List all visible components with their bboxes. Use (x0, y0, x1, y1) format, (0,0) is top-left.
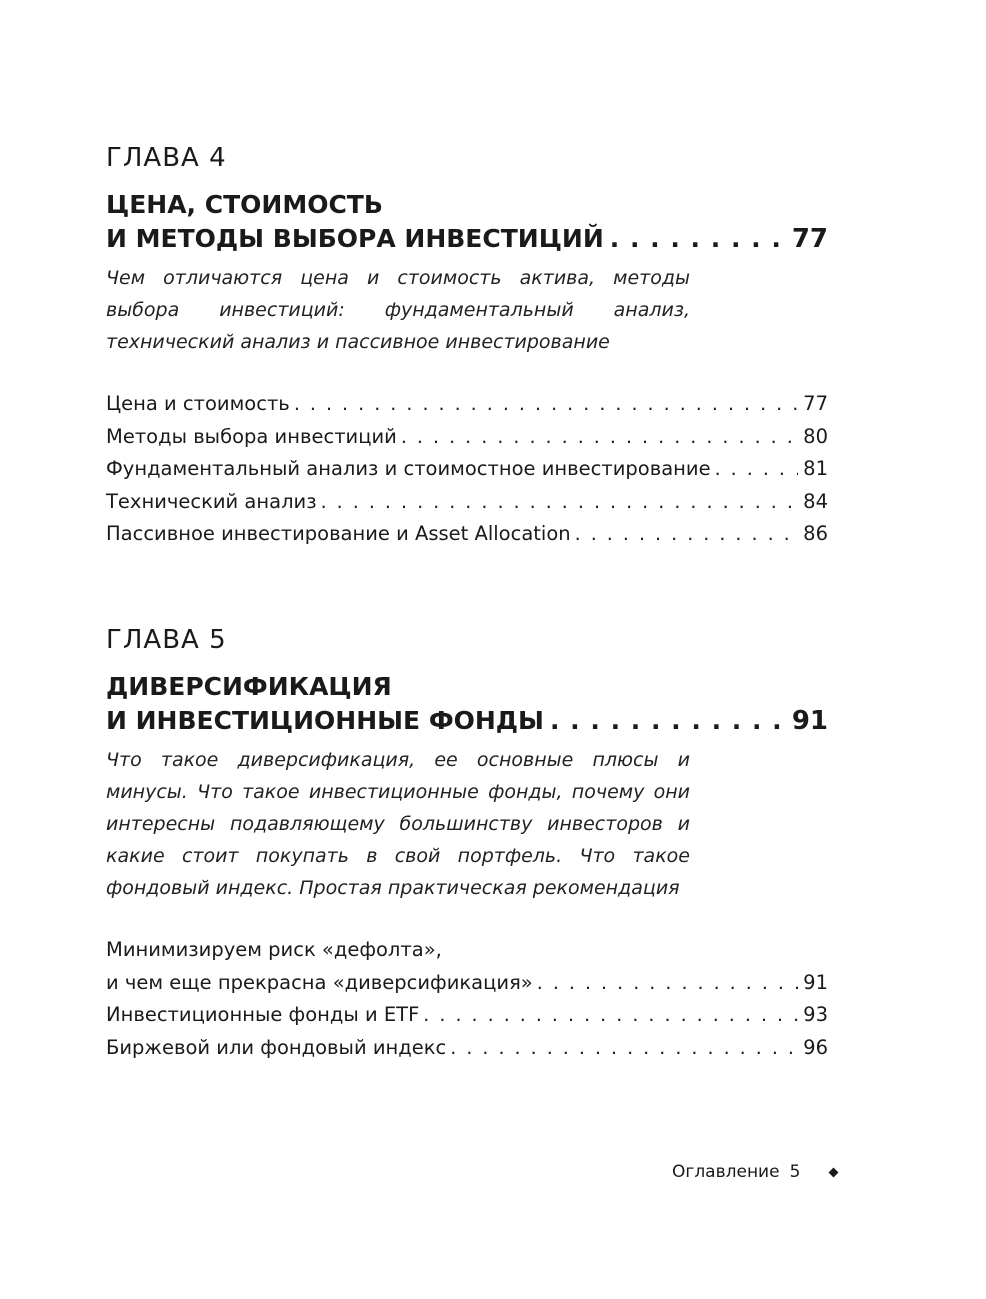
chapter-title-line: ДИВЕРСИФИКАЦИЯ (106, 672, 392, 701)
toc-list (106, 388, 828, 551)
toc-entry[interactable] (106, 486, 828, 519)
toc-entry[interactable] (106, 518, 828, 551)
toc-entry-page: 81 (803, 457, 828, 480)
chapter-summary: Чем отличаются цена и стоимость актива, методы выбора инвестиций: фундаментальный анализ, технический анализ и пассивное инвестирование (106, 267, 690, 353)
dot-leader (715, 453, 798, 486)
chapter-4 (106, 140, 828, 551)
toc-entry-title: Фундаментальный анализ и стоимостное инвестирование (106, 457, 711, 480)
running-title: Оглавление (672, 1162, 780, 1182)
toc-entry-title: Методы выбора инвестиций (106, 424, 397, 448)
toc-entry[interactable] (106, 421, 828, 454)
diamond-icon (829, 1167, 839, 1177)
toc-entry-title: Цена и стоимость (106, 392, 290, 415)
toc-entry-page: 84 (803, 489, 828, 513)
toc-entry-title: Пассивное инвестирование и Asset Allocation (106, 522, 571, 545)
toc-entry-page: 80 (803, 424, 828, 448)
toc-entry-title: Инвестиционные фонды и ETF (106, 1003, 420, 1026)
toc-entry-title: Биржевой или фондовый индекс (106, 1035, 447, 1059)
toc-entry[interactable] (106, 967, 828, 1000)
chapter-title[interactable] (106, 188, 828, 256)
toc-entry-page: 86 (803, 522, 828, 545)
chapter-title[interactable] (106, 670, 828, 738)
page-number: 5 (789, 1162, 801, 1182)
chapter-label: ГЛАВА 5 (106, 625, 227, 655)
chapter-title-line: И ИНВЕСТИЦИОННЫЕ ФОНДЫ (106, 706, 544, 735)
dot-leader (610, 222, 786, 256)
toc-entry-title: и чем еще прекрасна «диверсификация» (106, 970, 533, 994)
toc-entry-page: 91 (803, 970, 828, 994)
dot-leader (423, 999, 798, 1032)
chapter-title-line: И МЕТОДЫ ВЫБОРА ИНВЕСТИЦИЙ (106, 224, 604, 253)
chapter-5 (106, 622, 828, 1064)
toc-list (106, 934, 828, 1064)
toc-entry-page: 77 (803, 392, 828, 415)
toc-entry-title: Технический анализ (106, 489, 317, 513)
chapter-summary: Что такое диверсификация, ее основные плюсы и минусы. Что такое инвестиционные фонды, почему они интересны подавляющему большинству инвесторов и какие стоит покупать в свой портфель. Что такое фондовый индекс. Простая практическая рекомендация (106, 749, 690, 899)
dot-leader (321, 486, 798, 519)
chapter-page-number: 77 (791, 224, 828, 254)
dot-leader (537, 967, 798, 1000)
toc-entry[interactable] (106, 999, 828, 1032)
toc-entry[interactable] (106, 1032, 828, 1065)
dot-leader (550, 704, 786, 738)
chapter-label: ГЛАВА 4 (106, 143, 227, 173)
chapter-page-number: 91 (791, 706, 828, 736)
toc-entry[interactable] (106, 388, 828, 421)
toc-entry[interactable] (106, 453, 828, 486)
chapter-title-line: ЦЕНА, СТОИМОСТЬ (106, 190, 383, 219)
toc-entry-page: 93 (803, 1003, 828, 1026)
dot-leader (575, 518, 798, 551)
dot-leader (450, 1032, 798, 1065)
toc-entry-title-line[interactable]: Минимизируем риск «дефолта», (106, 938, 442, 961)
dot-leader (401, 421, 798, 454)
dot-leader (294, 388, 798, 421)
page-footer (672, 1162, 837, 1182)
toc-entry-page: 96 (803, 1035, 828, 1059)
